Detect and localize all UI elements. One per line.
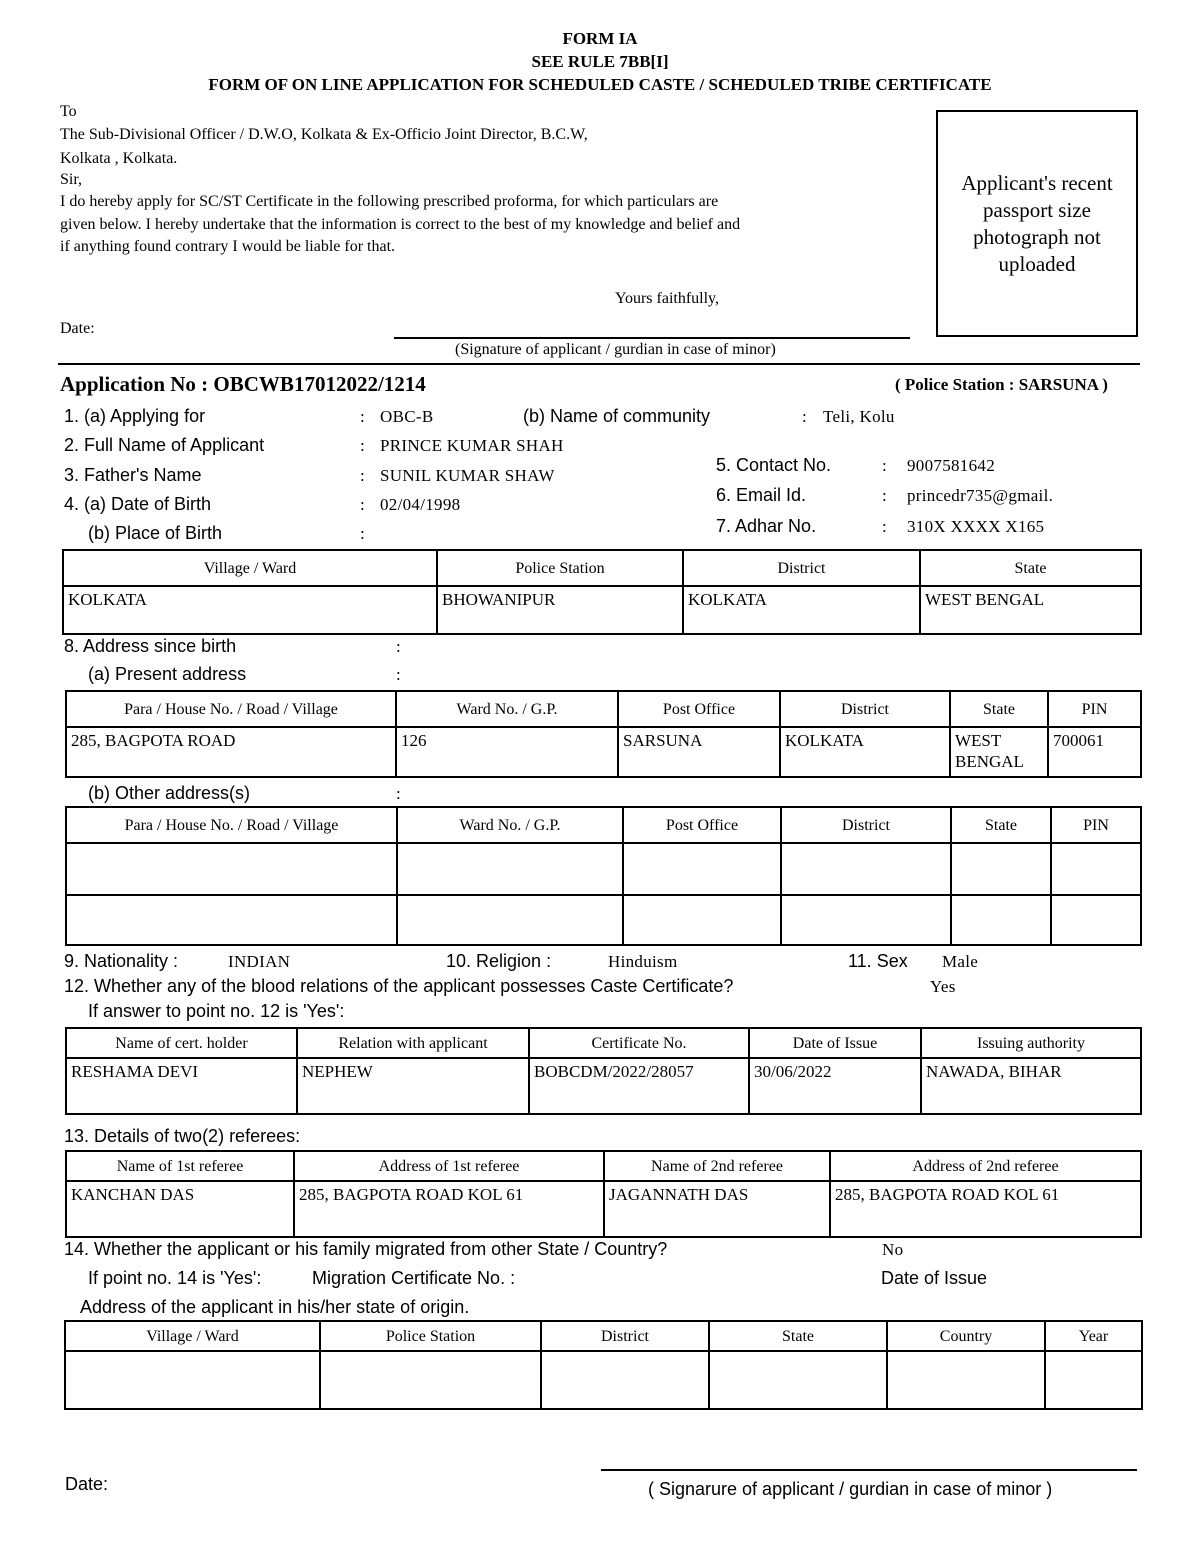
photo-placeholder: Applicant's recent passport size photograph not uploaded bbox=[936, 110, 1138, 337]
table-header: Address of 1st referee bbox=[294, 1151, 604, 1181]
table-cell: 285, BAGPOTA ROAD KOL 61 bbox=[294, 1181, 604, 1237]
table-cell: 700061 bbox=[1048, 727, 1141, 777]
table-header: Year bbox=[1045, 1321, 1142, 1351]
table-cell bbox=[541, 1351, 709, 1409]
contact-label: 5. Contact No. bbox=[716, 455, 832, 475]
letter-addressee-line2: Kolkata , Kolkata. bbox=[60, 150, 178, 167]
table-cell: BOBCDM/2022/28057 bbox=[529, 1058, 749, 1114]
table-header: Para / House No. / Road / Village bbox=[66, 691, 396, 727]
applying-for-label: 1. (a) Applying for bbox=[64, 406, 206, 426]
table-cell: WEST BENGAL bbox=[920, 586, 1141, 634]
colon: : bbox=[396, 784, 402, 803]
form-rule: SEE RULE 7BB[I] bbox=[531, 52, 669, 71]
table-cell: JAGANNATH DAS bbox=[604, 1181, 830, 1237]
table-header: Name of 2nd referee bbox=[604, 1151, 830, 1181]
religion-value: Hinduism bbox=[608, 952, 678, 971]
letter-closing: Yours faithfully, bbox=[615, 290, 720, 307]
colon: : bbox=[396, 637, 402, 656]
colon: : bbox=[882, 517, 888, 536]
table-header: Certificate No. bbox=[529, 1028, 749, 1058]
police-station-header: ( Police Station : SARSUNA ) bbox=[895, 375, 1108, 394]
table-cell bbox=[1045, 1351, 1142, 1409]
present-address-table bbox=[65, 690, 1142, 778]
table-cell bbox=[781, 843, 951, 895]
sex-label: 11. Sex bbox=[848, 951, 908, 971]
full-name-value: PRINCE KUMAR SHAH bbox=[380, 436, 564, 455]
colon: : bbox=[882, 456, 888, 475]
table-cell: SARSUNA bbox=[618, 727, 780, 777]
colon: : bbox=[360, 524, 366, 543]
table-header: Police Station bbox=[437, 550, 683, 586]
table-cell bbox=[65, 1351, 320, 1409]
section-divider bbox=[58, 363, 1140, 365]
table-header: State bbox=[920, 550, 1141, 586]
table-header: Address of 2nd referee bbox=[830, 1151, 1141, 1181]
table-header: District bbox=[541, 1321, 709, 1351]
table-cell bbox=[709, 1351, 887, 1409]
table-header: Post Office bbox=[618, 691, 780, 727]
table-cell bbox=[66, 895, 397, 945]
letter-body-line3: if anything found contrary I would be liable for that. bbox=[60, 238, 396, 255]
q14-value: No bbox=[882, 1240, 904, 1259]
table-header: Country bbox=[887, 1321, 1045, 1351]
colon: : bbox=[396, 665, 402, 684]
table-cell: 30/06/2022 bbox=[749, 1058, 921, 1114]
referees-table bbox=[65, 1150, 1142, 1238]
referees-label: 13. Details of two(2) referees: bbox=[64, 1126, 301, 1146]
pob-label: (b) Place of Birth bbox=[88, 523, 223, 543]
table-cell bbox=[887, 1351, 1045, 1409]
table-cell bbox=[623, 843, 781, 895]
table-cell: KANCHAN DAS bbox=[66, 1181, 294, 1237]
q12-label: 12. Whether any of the blood relations of the applicant possesses Caste Certificate? bbox=[64, 976, 734, 996]
application-number: Application No : OBCWB17012022/1214 bbox=[60, 372, 426, 396]
table-header: Police Station bbox=[320, 1321, 541, 1351]
footer-signature-line bbox=[601, 1469, 1137, 1471]
colon: : bbox=[360, 407, 366, 426]
colon: : bbox=[360, 495, 366, 514]
table-cell: KOLKATA bbox=[63, 586, 437, 634]
origin-address-table bbox=[64, 1320, 1143, 1410]
table-cell bbox=[320, 1351, 541, 1409]
footer-date-label: Date: bbox=[65, 1474, 109, 1494]
table-header: Ward No. / G.P. bbox=[397, 807, 623, 843]
date-of-issue-label: Date of Issue bbox=[881, 1268, 988, 1288]
table-cell: WEST BENGAL bbox=[950, 727, 1048, 777]
dob-label: 4. (a) Date of Birth bbox=[64, 494, 212, 514]
table-cell: BHOWANIPUR bbox=[437, 586, 683, 634]
if-yes-label: If point no. 14 is 'Yes': bbox=[88, 1268, 262, 1288]
table-cell: KOLKATA bbox=[780, 727, 950, 777]
form-number: FORM IA bbox=[562, 29, 638, 48]
email-label: 6. Email Id. bbox=[716, 485, 807, 505]
table-cell bbox=[951, 895, 1051, 945]
table-header: Village / Ward bbox=[65, 1321, 320, 1351]
table-cell bbox=[397, 895, 623, 945]
adhar-value: 310X XXXX X165 bbox=[907, 517, 1045, 536]
table-cell: 285, BAGPOTA ROAD bbox=[66, 727, 396, 777]
table-header: Name of cert. holder bbox=[66, 1028, 297, 1058]
adhar-label: 7. Adhar No. bbox=[716, 516, 817, 536]
migration-cert-label: Migration Certificate No. : bbox=[312, 1268, 516, 1288]
table-header: Ward No. / G.P. bbox=[396, 691, 618, 727]
q12-followup: If answer to point no. 12 is 'Yes': bbox=[88, 1001, 345, 1021]
dob-value: 02/04/1998 bbox=[380, 495, 461, 514]
birth-place-table bbox=[62, 549, 1142, 635]
signature-caption: (Signature of applicant / gurdian in case of minor) bbox=[455, 341, 776, 358]
table-cell bbox=[397, 843, 623, 895]
q12-value: Yes bbox=[930, 977, 956, 996]
table-header: Village / Ward bbox=[63, 550, 437, 586]
table-header: Relation with applicant bbox=[297, 1028, 529, 1058]
full-name-label: 2. Full Name of Applicant bbox=[64, 435, 265, 455]
table-header: PIN bbox=[1051, 807, 1141, 843]
table-cell: NEPHEW bbox=[297, 1058, 529, 1114]
community-label: (b) Name of community bbox=[523, 406, 711, 426]
colon: : bbox=[802, 407, 808, 426]
table-header: District bbox=[683, 550, 920, 586]
colon: : bbox=[360, 436, 366, 455]
other-address-label: (b) Other address(s) bbox=[88, 783, 251, 803]
table-header: State bbox=[709, 1321, 887, 1351]
table-cell bbox=[781, 895, 951, 945]
father-name-value: SUNIL KUMAR SHAW bbox=[380, 466, 555, 485]
nationality-label: 9. Nationality : bbox=[64, 951, 179, 971]
table-cell: KOLKATA bbox=[683, 586, 920, 634]
sex-value: Male bbox=[942, 952, 979, 971]
letter-date-label: Date: bbox=[60, 320, 95, 337]
contact-value: 9007581642 bbox=[907, 456, 995, 475]
table-header: State bbox=[951, 807, 1051, 843]
present-address-label: (a) Present address bbox=[88, 664, 247, 684]
table-cell bbox=[1051, 843, 1141, 895]
colon: : bbox=[882, 486, 888, 505]
colon: : bbox=[360, 466, 366, 485]
form-title: FORM OF ON LINE APPLICATION FOR SCHEDULED CASTE / SCHEDULED TRIBE CERTIFICATE bbox=[208, 75, 992, 94]
community-value: Teli, Kolu bbox=[823, 407, 895, 426]
letter-to: To bbox=[60, 103, 77, 120]
table-header: Para / House No. / Road / Village bbox=[66, 807, 397, 843]
letter-body-line1: I do hereby apply for SC/ST Certificate in the following prescribed proforma, for which particulars are bbox=[60, 193, 719, 210]
origin-address-label: Address of the applicant in his/her state of origin. bbox=[80, 1297, 470, 1317]
table-cell bbox=[951, 843, 1051, 895]
email-value: princedr735@gmail. bbox=[907, 486, 1054, 505]
letter-body-line2: given below. I hereby undertake that the information is correct to the best of my knowledge and belief and bbox=[60, 216, 741, 233]
letter-salutation: Sir, bbox=[60, 171, 83, 188]
signature-line bbox=[394, 337, 910, 339]
religion-label: 10. Religion : bbox=[446, 951, 552, 971]
table-header: District bbox=[781, 807, 951, 843]
table-cell bbox=[623, 895, 781, 945]
table-header: Issuing authority bbox=[921, 1028, 1141, 1058]
applying-for-value: OBC-B bbox=[380, 407, 434, 426]
father-name-label: 3. Father's Name bbox=[64, 465, 202, 485]
table-header: Date of Issue bbox=[749, 1028, 921, 1058]
q14-label: 14. Whether the applicant or his family migrated from other State / Country? bbox=[64, 1239, 668, 1259]
table-header: District bbox=[780, 691, 950, 727]
letter-addressee-line1: The Sub-Divisional Officer / D.W.O, Kolkata & Ex-Officio Joint Director, B.C.W, bbox=[60, 126, 588, 143]
other-address-table bbox=[65, 806, 1142, 946]
table-cell bbox=[1051, 895, 1141, 945]
table-header: PIN bbox=[1048, 691, 1141, 727]
table-cell bbox=[66, 843, 397, 895]
table-cell: 285, BAGPOTA ROAD KOL 61 bbox=[830, 1181, 1141, 1237]
nationality-value: INDIAN bbox=[228, 952, 291, 971]
footer-signature-caption: ( Signarure of applicant / gurdian in case of minor ) bbox=[648, 1479, 1053, 1499]
table-header: State bbox=[950, 691, 1048, 727]
table-cell: 126 bbox=[396, 727, 618, 777]
table-header: Name of 1st referee bbox=[66, 1151, 294, 1181]
table-header: Post Office bbox=[623, 807, 781, 843]
table-cell: NAWADA, BIHAR bbox=[921, 1058, 1141, 1114]
table-cell: RESHAMA DEVI bbox=[66, 1058, 297, 1114]
address-since-birth-label: 8. Address since birth bbox=[64, 636, 237, 656]
relation-certificate-table bbox=[65, 1027, 1142, 1115]
